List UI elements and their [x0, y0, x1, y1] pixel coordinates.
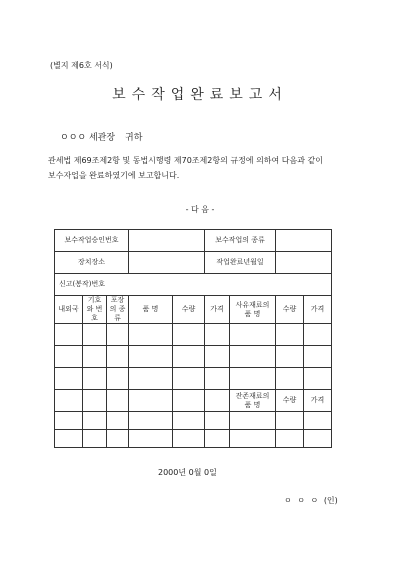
- recipient-name: ㅇㅇㅇ 세관장: [60, 133, 116, 143]
- body-line-1: 관세법 제69조제2항 및 동법시행령 제70조제2항의 규정에 의하여 다음과 같이: [48, 156, 323, 165]
- table-cell[interactable]: [304, 324, 332, 346]
- table-cell[interactable]: [276, 430, 304, 448]
- col-domestic-foreign: 내외국: [55, 296, 83, 324]
- table-row: [55, 274, 332, 296]
- table-cell[interactable]: [230, 430, 276, 448]
- table-cell[interactable]: [276, 346, 304, 368]
- document-title: 보수작업완료보고서: [112, 87, 288, 103]
- col-used-material: 사유재료의 품 명: [230, 296, 276, 324]
- table-cell[interactable]: [276, 412, 304, 430]
- table-cell[interactable]: [129, 412, 173, 430]
- table-row: [55, 230, 332, 252]
- table-row: [55, 412, 332, 430]
- recipient-line: [60, 130, 142, 143]
- table-cell[interactable]: [129, 346, 173, 368]
- table-cell[interactable]: [107, 390, 129, 412]
- table-cell[interactable]: [83, 368, 107, 390]
- table-cell[interactable]: [129, 324, 173, 346]
- table-cell[interactable]: [129, 430, 173, 448]
- table-cell[interactable]: [107, 430, 129, 448]
- table-cell[interactable]: [129, 390, 173, 412]
- table-cell[interactable]: [230, 368, 276, 390]
- table-row: [55, 324, 332, 346]
- body-line-2: 보수자업을 완료하였기에 보고합니다.: [48, 171, 180, 180]
- table-cell[interactable]: [276, 368, 304, 390]
- table-cell[interactable]: [83, 390, 107, 412]
- col-mark-number: 기호와 번 호: [83, 296, 107, 324]
- table-cell[interactable]: [173, 368, 205, 390]
- table-cell[interactable]: [205, 412, 230, 430]
- table-cell[interactable]: [129, 368, 173, 390]
- report-form-table: [54, 229, 332, 448]
- table-cell[interactable]: [304, 412, 332, 430]
- table-cell[interactable]: [230, 346, 276, 368]
- table-cell[interactable]: [205, 368, 230, 390]
- approval-number-label: 보수작업승인번호: [55, 230, 129, 252]
- table-cell[interactable]: [55, 324, 83, 346]
- work-type-field[interactable]: [276, 230, 332, 252]
- table-cell[interactable]: [205, 324, 230, 346]
- table-cell[interactable]: [173, 412, 205, 430]
- table-cell[interactable]: [55, 390, 83, 412]
- table-cell[interactable]: [107, 346, 129, 368]
- table-cell[interactable]: [55, 346, 83, 368]
- section-heading: - 다 음 -: [185, 205, 215, 214]
- table-cell[interactable]: [230, 412, 276, 430]
- table-cell[interactable]: [107, 368, 129, 390]
- table-row: [55, 390, 332, 412]
- table-cell[interactable]: [304, 368, 332, 390]
- col-packing-type: 포장의 종 류: [107, 296, 129, 324]
- table-cell[interactable]: [205, 390, 230, 412]
- table-row: [55, 252, 332, 274]
- table-cell[interactable]: [276, 324, 304, 346]
- storage-location-label: 장치장소: [55, 252, 129, 274]
- col-quantity: 수량: [173, 296, 205, 324]
- table-cell[interactable]: [107, 324, 129, 346]
- col-price-3: 가격: [304, 390, 332, 412]
- table-row: [55, 430, 332, 448]
- table-header-row: [55, 296, 332, 324]
- date-line: 2000년 0월 0일: [158, 468, 217, 477]
- table-cell[interactable]: [173, 324, 205, 346]
- table-row: [55, 346, 332, 368]
- storage-location-field[interactable]: [129, 252, 205, 274]
- col-quantity-2: 수량: [276, 296, 304, 324]
- table-cell[interactable]: [230, 324, 276, 346]
- body-text: [48, 153, 348, 183]
- form-number: (별지 제6호 서식): [50, 61, 113, 70]
- table-cell[interactable]: [55, 368, 83, 390]
- table-cell[interactable]: [55, 412, 83, 430]
- approval-number-field[interactable]: [129, 230, 205, 252]
- completion-date-label: 작업완료년월일: [205, 252, 276, 274]
- table-cell[interactable]: [83, 346, 107, 368]
- signature-line: ㅇ ㅇ ㅇ (인): [284, 496, 338, 505]
- col-item-name: 품 명: [129, 296, 173, 324]
- table-cell[interactable]: [205, 346, 230, 368]
- table-cell[interactable]: [83, 412, 107, 430]
- table-cell[interactable]: [55, 430, 83, 448]
- table-cell[interactable]: [107, 412, 129, 430]
- table-cell[interactable]: [83, 430, 107, 448]
- col-price-2: 가격: [304, 296, 332, 324]
- table-row: [55, 368, 332, 390]
- recipient-honorific: 귀하: [125, 133, 143, 143]
- col-price: 가격: [205, 296, 230, 324]
- work-type-label: 보수작업의 종류: [205, 230, 276, 252]
- table-cell[interactable]: [304, 430, 332, 448]
- col-remaining-material: 잔존재료의 품 명: [230, 390, 276, 412]
- table-cell[interactable]: [205, 430, 230, 448]
- table-cell[interactable]: [173, 390, 205, 412]
- declaration-number-label: 신고(봉작)번호: [55, 274, 332, 296]
- table-cell[interactable]: [83, 324, 107, 346]
- table-cell[interactable]: [304, 346, 332, 368]
- table-cell[interactable]: [173, 346, 205, 368]
- table-cell[interactable]: [173, 430, 205, 448]
- completion-date-field[interactable]: [276, 252, 332, 274]
- col-quantity-3: 수량: [276, 390, 304, 412]
